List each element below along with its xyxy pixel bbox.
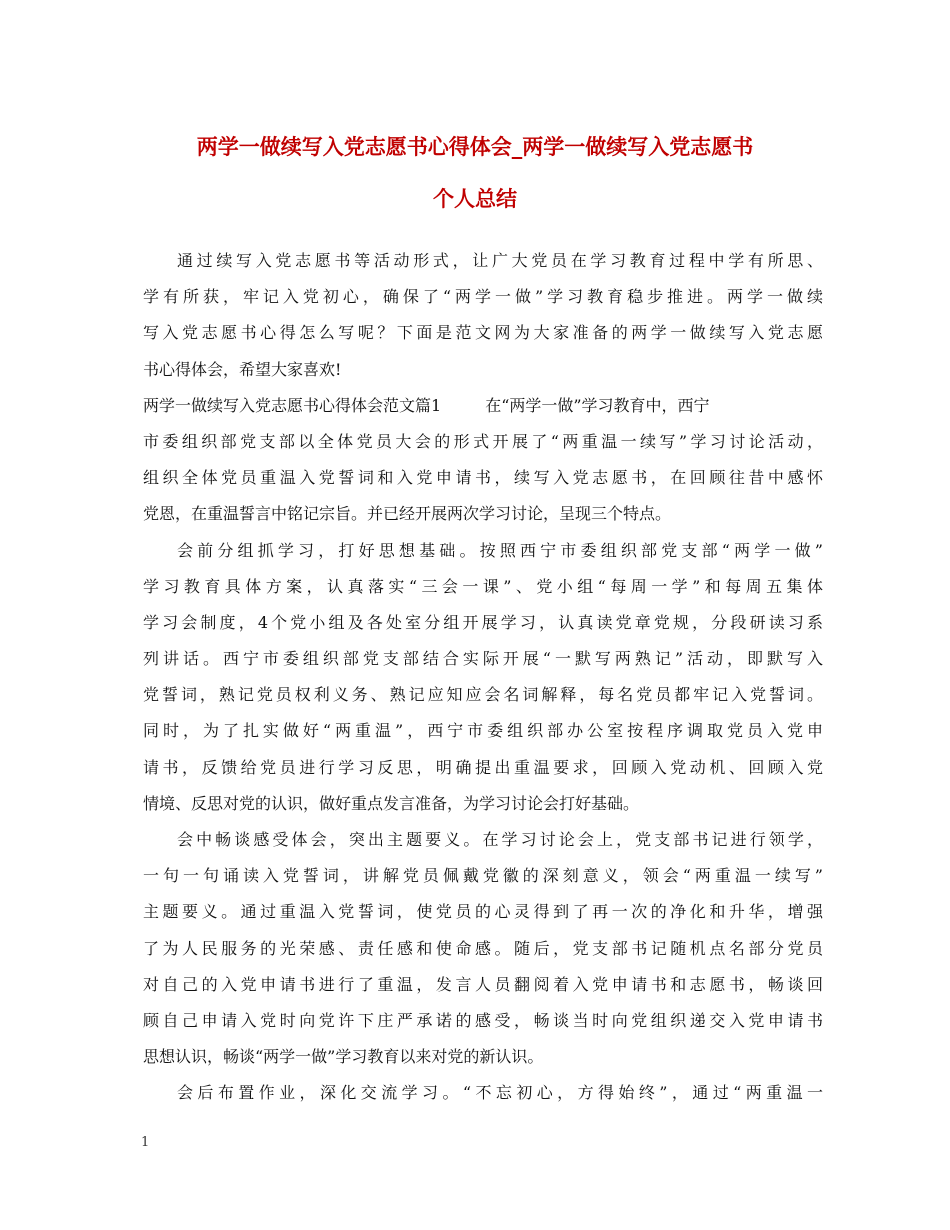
paragraph-line: 学习教育具体方案，认真落实“三会一课”、党小组“每周一学”和每周五集体 bbox=[143, 576, 823, 596]
paragraph-text: 在“两学一做”学习教育中，西宁 bbox=[485, 395, 710, 415]
document-title-line-2: 个人总结 bbox=[433, 187, 517, 211]
paragraph-line: 学习会制度，4个党小组及各处室分组开展学习，认真读党章党规，分段研读习系 bbox=[143, 612, 823, 632]
paragraph-line: 党恩，在重温誓言中铭记宗旨。并已经开展两次学习讨论，呈现三个特点。 bbox=[143, 504, 672, 524]
paragraph-line: 会前分组抓学习，打好思想基础。按照西宁市委组织部党支部“两学一做” bbox=[177, 540, 823, 560]
paragraph-line: 书心得体会，希望大家喜欢! bbox=[143, 359, 342, 379]
paragraph-line: 了为人民服务的光荣感、责任感和使命感。随后，党支部书记随机点名部分党员 bbox=[143, 938, 823, 958]
paragraph-line: 思想认识，畅谈“两学一做”学习教育以来对党的新认识。 bbox=[143, 1047, 544, 1067]
paragraph-line: 通过续写入党志愿书等活动形式，让广大党员在学习教育过程中学有所思、 bbox=[177, 251, 823, 270]
paragraph-line: 会中畅谈感受体会，突出主题要义。在学习讨论会上，党支部书记进行领学， bbox=[177, 830, 823, 849]
page-number: 1 bbox=[141, 1135, 150, 1150]
section-heading-line bbox=[143, 388, 823, 424]
paragraph-line: 情境、反思对党的认识，做好重点发言准备，为学习讨论会打好基础。 bbox=[143, 793, 640, 813]
paragraph-line: 组织全体党员重温入党誓词和入党申请书，续写入党志愿书，在回顾往昔中感怀 bbox=[143, 468, 823, 488]
paragraph-line: 一句一句诵读入党誓词，讲解党员佩戴党徽的深刻意义，领会“两重温一续写” bbox=[143, 866, 823, 886]
paragraph-line: 党誓词，熟记党员权利义务、熟记应知应会名词解释，每名党员都牢记入党誓词。 bbox=[143, 685, 823, 705]
document-title-line-1: 两学一做续写入党志愿书心得体会_两学一做续写入党志愿书 bbox=[196, 135, 754, 159]
paragraph-line: 学有所获，牢记入党初心，确保了“两学一做”学习教育稳步推进。两学一做续 bbox=[143, 287, 823, 307]
paragraph-line: 顾自己申请入党时向党许下庄严承诺的感受，畅谈当时向党组织递交入党申请书 bbox=[143, 1010, 823, 1030]
paragraph-line: 对自己的入党申请书进行了重温，发言人员翻阅着入党申请书和志愿书，畅谈回 bbox=[143, 974, 823, 994]
paragraph-line: 请书，反馈给党员进行学习反思，明确提出重温要求，回顾入党动机、回顾入党 bbox=[143, 757, 823, 777]
paragraph-line: 列讲话。西宁市委组织部党支部结合实际开展“一默写两熟记”活动，即默写入 bbox=[143, 649, 823, 669]
section-heading: 两学一做续写入党志愿书心得体会范文篇1 bbox=[143, 395, 442, 415]
document-body bbox=[143, 243, 823, 1112]
paragraph-line: 主题要义。通过重温入党誓词，使党员的心灵得到了再一次的净化和升华，增强 bbox=[143, 902, 823, 922]
paragraph-line: 市委组织部党支部以全体党员大会的形式开展了“两重温一续写”学习讨论活动， bbox=[143, 431, 823, 451]
paragraph-line: 会后布置作业，深化交流学习。“不忘初心，方得始终”，通过“两重温一 bbox=[177, 1083, 823, 1103]
paragraph-line: 同时，为了扎实做好“两重温”，西宁市委组织部办公室按程序调取党员入党申 bbox=[143, 721, 823, 741]
paragraph-line: 写入党志愿书心得怎么写呢？下面是范文网为大家准备的两学一做续写入党志愿 bbox=[143, 323, 823, 343]
